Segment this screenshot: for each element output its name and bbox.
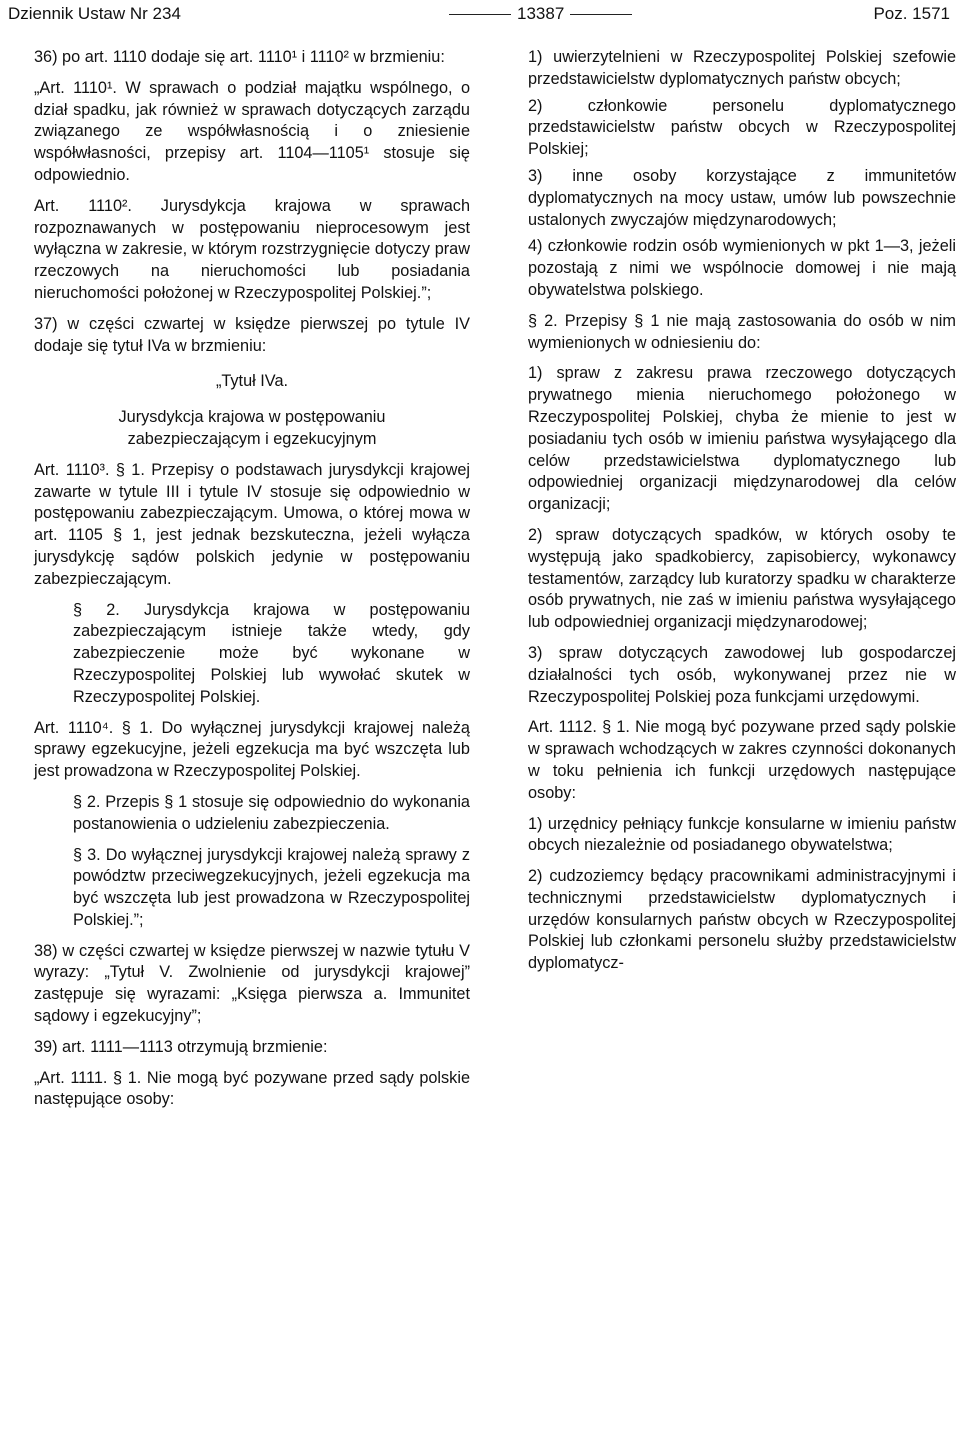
article-1110-4-par-1: Art. 1110⁴. § 1. Do wyłącznej jurysdykcji krajowej należą sprawy egzekucyjne, jeżeli egzekucja ma być wszczęta lub jest prowadzona w Rzeczypospolitej Polskiej. <box>34 718 470 781</box>
par-2-item-3: 3) spraw dotyczących zawodowej lub gospodarczej działalności tych osób, wykonywanej przez nie w Rzeczypospolitej Polskiej poza funkcjami urzędowymi. <box>528 643 956 706</box>
page-number <box>443 2 638 26</box>
article-1110-3-par-1: Art. 1110³. § 1. Przepisy o podstawach jurysdykcji krajowej zawarte w tytule III i tytule IV stosuje się odpowiednio w postępowaniu zabezpieczającym. Umowa, o której mowa w art. 1105 § 1, jest jednak bezskuteczna, jeżeli wyłącza jurysdykcję sądów polskich jedynie w postępowaniu zabezpieczającym. <box>34 460 470 588</box>
item-1: 1) uwierzytelnieni w Rzeczypospolitej Polskiej szefowie przedstawicielstw dyplomatycznych państw obcych; <box>528 48 956 88</box>
article-1110-3-par-2: § 2. Jurysdykcja krajowa w postępowaniu zabezpieczającym istnieje także wtedy, gdy zabezpieczenie może być wykonane w Rzeczypospolitej Polskiej lub wywołać skutek w Rzeczypospolitej Polskiej. <box>73 600 470 706</box>
page-header <box>8 2 950 26</box>
dash-left <box>449 14 511 15</box>
item-2: 2) członkowie personelu dyplomatycznego przedstawicielstw państw obcych w Rzeczypospolitej Polskiej; <box>528 96 956 159</box>
article-1110-4-par-2: § 2. Przepis § 1 stosuje się odpowiednio do wykonania postanowienia o udzieleniu zabezpieczenia. <box>73 792 470 833</box>
par-2-item-1: 1) spraw z zakresu prawa rzeczowego dotyczących prywatnego mienia nieruchomego położonego w Rzeczypospolitej Polskiej, chyba że mienie to jest w posiadaniu tych osób w imieniu państwa wysyłającego dla celów przedstawicielstwa dyplomatycznego lub odpowiedniej organizacji międzynarodowej dla celów organizacji; <box>528 364 956 514</box>
title-iva-subtitle-1: Jurysdykcja krajowa w postępowaniu <box>118 408 386 427</box>
article-1112-item-1: 1) urzędnicy pełniący funkcje konsularne w imieniu państw obcych niezależnie od posiadanego obywatelstwa; <box>528 814 956 855</box>
left-column <box>34 47 470 1111</box>
point-38: 38) w części czwartej w księdze pierwszej w nazwie tytułu V wyrazy: „Tytuł V. Zwolnienie od jurysdykcji krajowej” zastępuje się wyrazami: „Księga pierwsza a. Immunitet sądowy i egzekucyjny”; <box>34 941 470 1026</box>
title-iva-heading: „Tytuł IVa. <box>215 372 289 391</box>
journal-name: Dziennik Ustaw Nr 234 <box>8 4 181 23</box>
position-number: Poz. 1571 <box>873 4 950 23</box>
title-iva-subtitle-2: zabezpieczającym i egzekucyjnym <box>127 429 377 448</box>
article-1111-par-2: § 2. Przepisy § 1 nie mają zastosowania do osób w nim wymienionych w odniesieniu do: <box>528 311 956 352</box>
page-number-text: 13387 <box>517 4 565 23</box>
right-column <box>528 47 956 975</box>
item-3: 3) inne osoby korzystające z immunitetów dyplomatycznych na mocy ustaw, umów lub powszechnie ustalonych zwyczajów międzynarodowych; <box>528 166 956 229</box>
point-37: 37) w części czwartej w księdze pierwszej po tytule IV dodaje się tytuł IVa w brzmieniu: <box>34 314 470 355</box>
par-2-item-2: 2) spraw dotyczących spadków, w których osoby te występują jako spadkobiercy, zapisobiercy, wykonawcy testamentów, zarządcy lub kuratorzy spadku w charakterze osób prywatnych, nie zaś w imieniu państwa wysyłającego lub odpowiedniej organizacji międzynarodowej; <box>528 525 956 632</box>
article-1112-item-2: 2) cudzoziemcy będący pracownikami administracyjnymi i technicznymi przedstawicielstw dyplomatycznych i urzędów konsularnych państw obcych w Rzeczypospolitej Polskiej lub członkami personelu służby przedstawicielstw dyplomatycz- <box>528 867 956 973</box>
dash-right <box>570 14 632 15</box>
point-39: 39) art. 1111—1113 otrzymują brzmienie: <box>34 1037 328 1056</box>
article-1112-par-1: Art. 1112. § 1. Nie mogą być pozywane przed sądy polskie w sprawach wchodzących w zakres czynności dokonanych w toku pełnienia ich funkcji urzędowych następujące osoby: <box>528 718 956 802</box>
article-1111-par-1: „Art. 1111. § 1. Nie mogą być pozywane przed sądy polskie następujące osoby: <box>34 1068 470 1109</box>
item-4: 4) członkowie rodzin osób wymienionych w pkt 1—3, jeżeli pozostają z nimi we wspólnocie domowej i nie mają obywatelstwa polskiego. <box>528 237 956 299</box>
article-1110-2: Art. 1110². Jurysdykcja krajowa w sprawach rozpoznawanych w postępowaniu nieprocesowym jest wyłączna w zakresie, w którym rozstrzygnięcie dotyczy praw rzeczowych na nieruchomości lub posiadania nieruchomości położonej w Rzeczypospolitej Polskiej.”; <box>34 196 470 302</box>
article-1110-1: „Art. 1110¹. W sprawach o podział majątku wspólnego, o dział spadku, jak również w sprawach dotyczących zarządu związanego ze współwłasnością i o zniesienie współwłasności, przepisy art. 1104—1105¹ stosuje się odpowiednio. <box>34 78 470 184</box>
article-1110-4-par-3: § 3. Do wyłącznej jurysdykcji krajowej należą sprawy z powództw przeciwegzekucyjnych, jeżeli egzekucja ma być wszczęta lub jest prowadzona w Rzeczypospolitej Polskiej.”; <box>73 845 470 929</box>
point-36: 36) po art. 1110 dodaje się art. 1110¹ i 1110² w brzmieniu: <box>34 48 445 66</box>
